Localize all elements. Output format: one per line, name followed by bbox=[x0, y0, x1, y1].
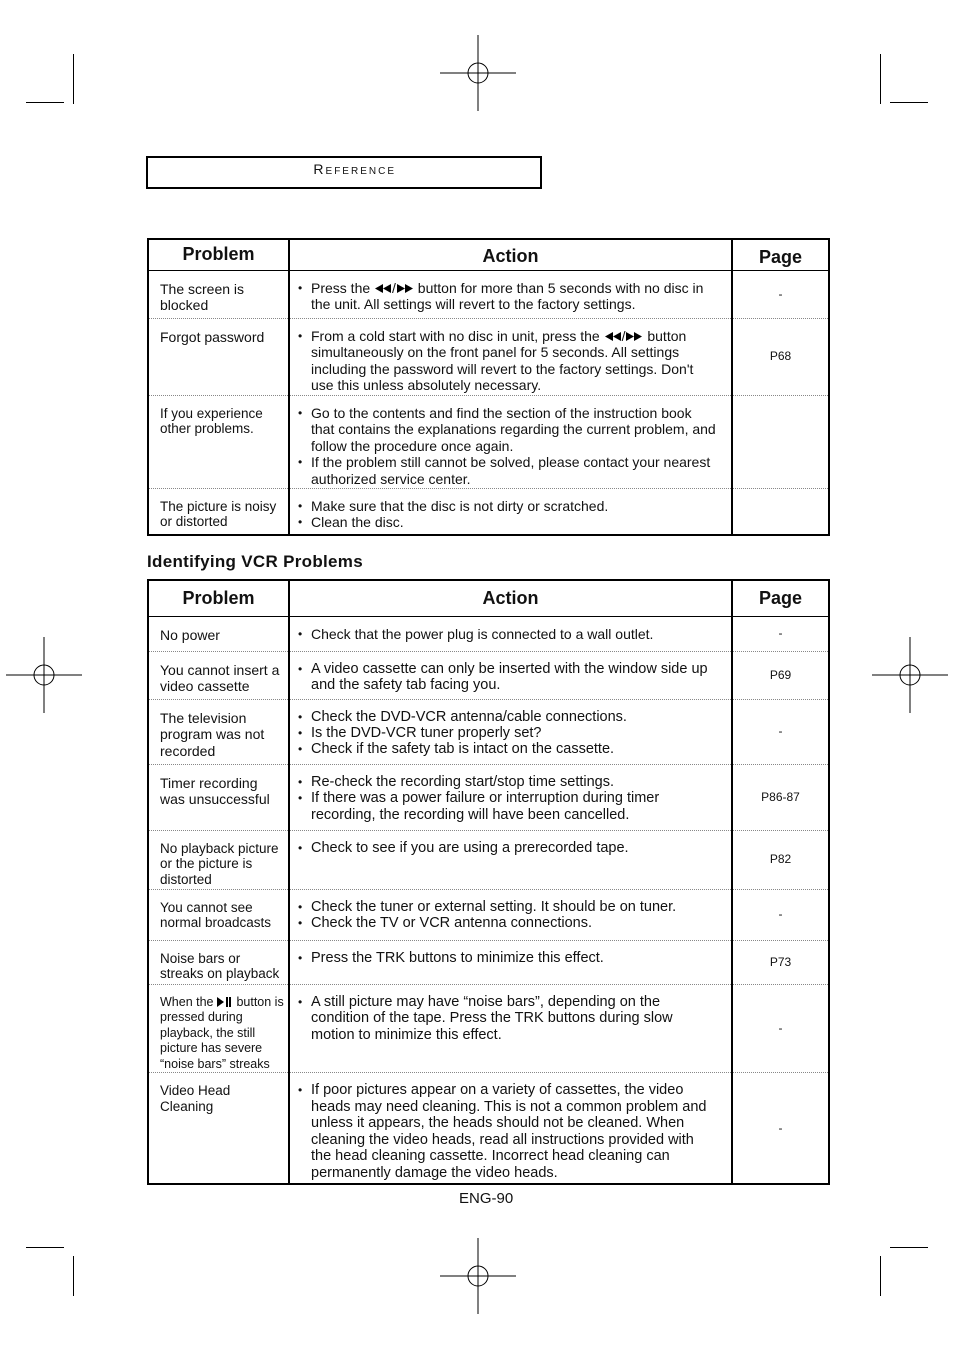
problem-cell: Video Head Cleaning bbox=[148, 1073, 289, 1184]
action-item bbox=[298, 280, 717, 313]
problem-cell: Timer recording was unsuccessful bbox=[148, 764, 289, 830]
crop-mark bbox=[890, 1247, 928, 1248]
fast-forward-icon bbox=[396, 284, 414, 293]
page-ref: - bbox=[732, 889, 829, 940]
problem-header: Problem bbox=[148, 239, 289, 270]
bullet-icon: • bbox=[298, 994, 303, 1009]
bullet-icon: • bbox=[298, 950, 303, 965]
action-text: From a cold start with no disc in unit, press the / button simultaneously on the front panel for 5 seconds. All settings including the password will revert to the factory settings. Don't use this unless absolutely necessary. bbox=[311, 327, 694, 393]
action-cell bbox=[289, 318, 732, 395]
table-row bbox=[148, 616, 829, 651]
action-cell bbox=[289, 651, 732, 699]
bullet-icon: • bbox=[298, 515, 303, 529]
page-header: Page bbox=[732, 580, 829, 616]
action-cell bbox=[289, 1073, 732, 1184]
problem-header: Problem bbox=[148, 580, 289, 616]
action-text: Check that the power plug is connected to a wall outlet. bbox=[311, 625, 654, 642]
bullet-icon: • bbox=[298, 498, 303, 513]
section-title: Identifying VCR Problems bbox=[147, 552, 363, 571]
problem-cell: If you experience other problems. bbox=[148, 395, 289, 488]
table-row bbox=[148, 488, 829, 535]
page-ref: P69 bbox=[732, 651, 829, 699]
action-item bbox=[298, 709, 717, 725]
action-text: Make sure that the disc is not dirty or scratched. bbox=[311, 497, 609, 514]
registration-mark-icon bbox=[6, 637, 82, 713]
action-item bbox=[298, 774, 717, 791]
action-cell bbox=[289, 395, 732, 488]
table-row bbox=[148, 699, 829, 764]
crop-mark bbox=[880, 54, 881, 104]
action-item bbox=[298, 498, 717, 515]
action-text: A still picture may have “noise bars”, depending on the condition of the tape. Press the TRK buttons during slow motion to minimize this effect. bbox=[311, 993, 673, 1043]
bullet-icon: • bbox=[298, 916, 303, 930]
action-cell bbox=[289, 488, 732, 535]
rewind-icon bbox=[374, 284, 392, 293]
table-row bbox=[148, 764, 829, 830]
action-item bbox=[298, 994, 717, 1044]
action-text: Check the tuner or external setting. It should be on tuner. bbox=[311, 898, 677, 915]
bullet-icon: • bbox=[298, 626, 303, 641]
table-row bbox=[148, 984, 829, 1073]
bullet-icon: • bbox=[298, 791, 303, 805]
action-item bbox=[298, 725, 717, 741]
action-header: Action bbox=[289, 580, 732, 616]
page-ref: P86-87 bbox=[732, 764, 829, 830]
action-header: Action bbox=[289, 239, 732, 270]
dvd-troubleshooting-table bbox=[147, 238, 830, 536]
registration-mark-icon bbox=[440, 1238, 516, 1314]
bullet-icon: • bbox=[298, 709, 303, 724]
action-text: If the problem still cannot be solved, please contact your nearest authorized service center. bbox=[311, 454, 711, 487]
rewind-icon bbox=[604, 332, 622, 341]
page-ref: - bbox=[732, 1073, 829, 1184]
action-text: Press the TRK buttons to minimize this effect. bbox=[311, 949, 604, 966]
bullet-icon: • bbox=[298, 741, 303, 756]
page-ref: - bbox=[732, 699, 829, 764]
action-item bbox=[298, 741, 717, 757]
action-text: Press the / button for more than 5 seconds with no disc in the unit. All settings will revert to the factory settings. bbox=[311, 279, 704, 312]
action-text: Re-check the recording start/stop time settings. bbox=[311, 773, 615, 790]
page-ref bbox=[732, 488, 829, 535]
action-cell bbox=[289, 940, 732, 984]
action-item bbox=[298, 915, 717, 932]
page-ref: - bbox=[732, 616, 829, 651]
table-row bbox=[148, 1073, 829, 1184]
action-item bbox=[298, 950, 717, 967]
problem-cell: No power bbox=[148, 616, 289, 651]
table-row bbox=[148, 940, 829, 984]
bullet-icon: • bbox=[298, 328, 303, 343]
page-header: Page bbox=[732, 239, 829, 270]
page-ref: P73 bbox=[732, 940, 829, 984]
action-cell bbox=[289, 616, 732, 651]
problem-cell: No playback picture or the picture is distorted bbox=[148, 830, 289, 889]
action-text: If poor pictures appear on a variety of cassettes, the video heads may need cleaning. This is not a common problem and unless it appears, the heads should not be cleaned. When cleaning the video heads, read all instructions provided with the head cleaning cassette. Incorrect head cleaning can permanently damage the video heads. bbox=[311, 1082, 707, 1181]
action-item bbox=[298, 661, 717, 694]
table-row bbox=[148, 270, 829, 318]
action-text: Check if the safety tab is intact on the cassette. bbox=[311, 740, 615, 757]
action-item bbox=[298, 514, 717, 531]
action-item bbox=[298, 790, 717, 823]
problem-cell: The television program was not recorded bbox=[148, 699, 289, 764]
crop-mark bbox=[73, 1256, 74, 1296]
bullet-icon: • bbox=[298, 280, 303, 295]
action-text: Check the TV or VCR antenna connections. bbox=[311, 915, 593, 931]
bullet-icon: • bbox=[298, 405, 303, 420]
page-ref: P68 bbox=[732, 318, 829, 395]
page-ref: P82 bbox=[732, 830, 829, 889]
table-row bbox=[148, 889, 829, 940]
action-cell bbox=[289, 984, 732, 1073]
bullet-icon: • bbox=[298, 899, 303, 914]
page-number: ENG-90 bbox=[459, 1190, 514, 1207]
problem-cell: Forgot password bbox=[148, 318, 289, 395]
bullet-icon: • bbox=[298, 840, 303, 855]
bullet-icon: • bbox=[298, 1083, 303, 1097]
problem-cell: Noise bars or streaks on playback bbox=[148, 940, 289, 984]
action-item bbox=[298, 405, 717, 455]
problem-cell: You cannot insert a video cassette bbox=[148, 651, 289, 699]
action-cell bbox=[289, 270, 732, 318]
problem-cell: The screen is blocked bbox=[148, 270, 289, 318]
action-text: A video cassette can only be inserted with the window side up and the safety tab facing you. bbox=[311, 660, 708, 693]
action-cell bbox=[289, 699, 732, 764]
page-ref: - bbox=[732, 984, 829, 1073]
table-row bbox=[148, 830, 829, 889]
page-ref bbox=[732, 395, 829, 488]
table-row bbox=[148, 651, 829, 699]
crop-mark bbox=[890, 102, 928, 103]
fast-forward-icon bbox=[625, 332, 643, 341]
bullet-icon: • bbox=[298, 725, 303, 740]
problem-cell: When the button is pressed during playback, the still picture has severe “noise bars” streaks bbox=[148, 984, 289, 1073]
action-cell bbox=[289, 764, 732, 830]
action-item bbox=[298, 1082, 717, 1181]
registration-mark-icon bbox=[872, 637, 948, 713]
play-pause-icon bbox=[217, 997, 233, 1007]
table-row bbox=[148, 318, 829, 395]
bullet-icon: • bbox=[298, 455, 303, 469]
crop-mark bbox=[73, 54, 74, 104]
table-row bbox=[148, 395, 829, 488]
action-text: Go to the contents and find the section of the instruction book that contains the explanations regarding the current problem, and follow the procedure once again. bbox=[311, 404, 716, 454]
action-text: If there was a power failure or interruption during timer recording, the recording will have been cancelled. bbox=[311, 790, 660, 823]
action-text: Clean the disc. bbox=[311, 514, 404, 530]
page-ref: - bbox=[732, 270, 829, 318]
action-cell bbox=[289, 889, 732, 940]
crop-mark bbox=[26, 102, 64, 103]
action-item bbox=[298, 899, 717, 916]
action-text: Is the DVD-VCR tuner properly set? bbox=[311, 724, 542, 741]
section-header: Reference bbox=[313, 161, 396, 177]
problem-cell: You cannot see normal broadcasts bbox=[148, 889, 289, 940]
vcr-troubleshooting-table bbox=[147, 579, 830, 1185]
action-item bbox=[298, 840, 717, 857]
action-cell bbox=[289, 830, 732, 889]
action-item bbox=[298, 454, 717, 487]
problem-cell: The picture is noisy or distorted bbox=[148, 488, 289, 535]
crop-mark bbox=[880, 1256, 881, 1296]
crop-mark bbox=[26, 1247, 64, 1248]
action-item bbox=[298, 328, 717, 394]
bullet-icon: • bbox=[298, 774, 303, 789]
action-text: Check to see if you are using a prerecorded tape. bbox=[311, 839, 629, 856]
bullet-icon: • bbox=[298, 661, 303, 676]
registration-mark-icon bbox=[440, 35, 516, 111]
action-text: Check the DVD-VCR antenna/cable connections. bbox=[311, 708, 627, 725]
action-item bbox=[298, 626, 717, 643]
